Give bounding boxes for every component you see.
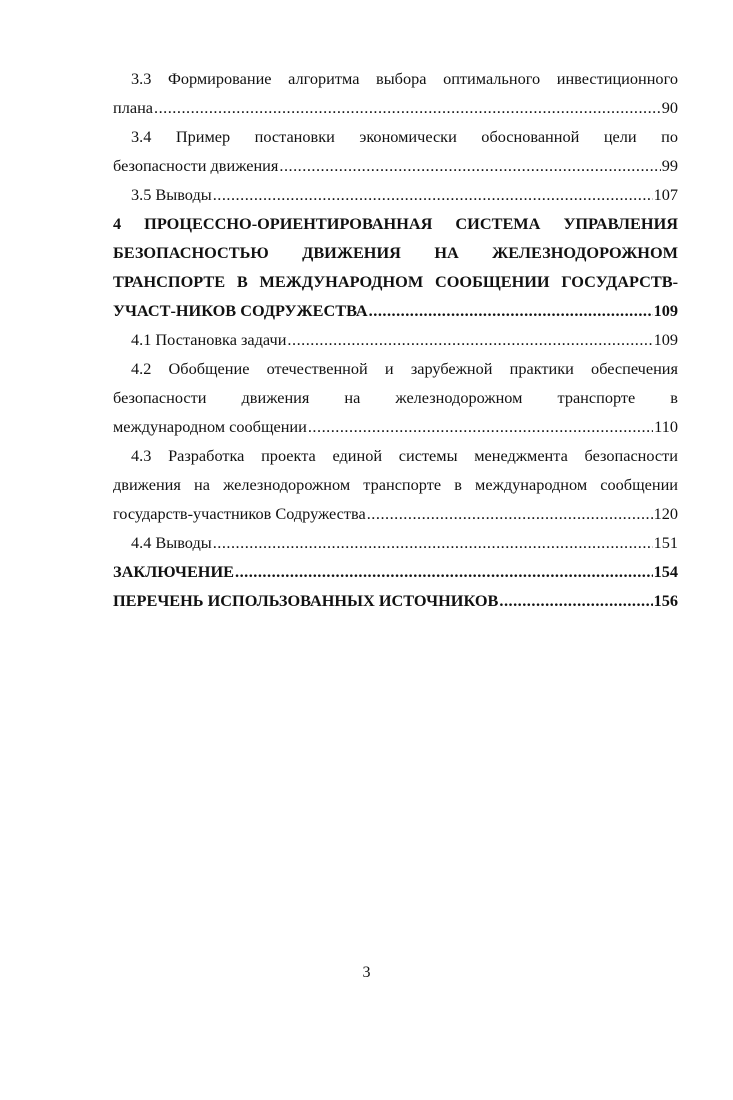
toc-entry-4-3-line3: государств-участников Содружества bbox=[113, 504, 366, 523]
toc-entry-4-2[interactable] bbox=[113, 354, 678, 441]
toc-entry-3-5-page: 107 bbox=[653, 185, 678, 204]
toc-entry-3-3-page: 90 bbox=[661, 98, 678, 117]
toc-entry-3-3-line2: плана bbox=[113, 98, 154, 117]
toc-entry-references[interactable] bbox=[113, 586, 678, 615]
toc-entry-3-5-text: 3.5 Выводы bbox=[131, 185, 212, 204]
toc-entry-4-4-page: 151 bbox=[653, 533, 678, 552]
toc-entry-4-3-line1: 4.3 Разработка проекта единой системы менеджмента безопасности bbox=[131, 446, 678, 465]
toc-entry-4-3-line2: движения на железнодорожном транспорте в международном сообщении bbox=[113, 475, 678, 494]
toc-chapter-4-leader bbox=[113, 296, 678, 325]
toc-references-leader bbox=[113, 586, 678, 615]
dot-leader bbox=[235, 557, 653, 586]
toc-entry-4-2-page: 110 bbox=[654, 417, 678, 436]
toc-chapter-4-line2: БЕЗОПАСНОСТЬЮ ДВИЖЕНИЯ НА ЖЕЛЕЗНОДОРОЖНОМ bbox=[113, 243, 678, 262]
toc-chapter-4-page: 109 bbox=[653, 301, 678, 320]
toc-entry-3-5[interactable] bbox=[113, 180, 678, 209]
toc-entry-4-2-line3: международном сообщении bbox=[113, 417, 307, 436]
toc-entry-4-3-leader bbox=[113, 499, 678, 528]
dot-leader bbox=[154, 93, 661, 122]
table-of-contents bbox=[113, 64, 678, 615]
toc-entry-4-2-leader bbox=[113, 412, 678, 441]
toc-entry-3-4[interactable] bbox=[113, 122, 678, 180]
page-number: 3 bbox=[362, 964, 371, 981]
toc-entry-conclusion[interactable] bbox=[113, 557, 678, 586]
dot-leader bbox=[287, 325, 652, 354]
toc-entry-4-1-leader bbox=[113, 325, 678, 354]
toc-entry-3-5-leader bbox=[113, 180, 678, 209]
toc-entry-3-4-line1: 3.4 Пример постановки экономически обоснованной цели по bbox=[131, 127, 678, 146]
toc-conclusion-text: ЗАКЛЮЧЕНИЕ bbox=[113, 562, 234, 581]
toc-entry-3-4-page: 99 bbox=[661, 156, 678, 175]
toc-entry-3-3-leader bbox=[113, 93, 678, 122]
toc-conclusion-page: 154 bbox=[653, 562, 678, 581]
dot-leader bbox=[213, 528, 653, 557]
toc-entry-4-1-text: 4.1 Постановка задачи bbox=[131, 330, 287, 349]
dot-leader bbox=[279, 151, 660, 180]
toc-references-page: 156 bbox=[653, 591, 678, 610]
dot-leader bbox=[499, 586, 652, 615]
toc-entry-chapter-4[interactable] bbox=[113, 209, 678, 325]
toc-entry-4-3[interactable] bbox=[113, 441, 678, 528]
toc-entry-3-3[interactable] bbox=[113, 64, 678, 122]
toc-entry-4-2-line2: безопасности движения на железнодорожном транспорте в bbox=[113, 388, 678, 407]
toc-entry-4-1-page: 109 bbox=[653, 330, 678, 349]
toc-entry-3-4-line2: безопасности движения bbox=[113, 156, 279, 175]
toc-chapter-4-line4: УЧАСТ-НИКОВ СОДРУЖЕСТВА bbox=[113, 301, 368, 320]
toc-conclusion-leader bbox=[113, 557, 678, 586]
dot-leader bbox=[367, 499, 653, 528]
toc-entry-4-4-text: 4.4 Выводы bbox=[131, 533, 212, 552]
toc-entry-4-2-line1: 4.2 Обобщение отечественной и зарубежной практики обеспечения bbox=[131, 359, 678, 378]
toc-entry-4-4-leader bbox=[113, 528, 678, 557]
toc-entry-4-4[interactable] bbox=[113, 528, 678, 557]
dot-leader bbox=[308, 412, 653, 441]
toc-entry-4-3-page: 120 bbox=[653, 504, 678, 523]
toc-chapter-4-line3: ТРАНСПОРТЕ В МЕЖДУНАРОДНОМ СООБЩЕНИИ ГОСУДАРСТВ- bbox=[113, 272, 678, 291]
toc-chapter-4-line1: 4 ПРОЦЕССНО-ОРИЕНТИРОВАННАЯ СИСТЕМА УПРАВЛЕНИЯ bbox=[113, 214, 678, 233]
toc-entry-3-3-line1: 3.3 Формирование алгоритма выбора оптимального инвестиционного bbox=[131, 69, 678, 88]
dot-leader bbox=[369, 296, 653, 325]
toc-entry-3-4-leader bbox=[113, 151, 678, 180]
toc-references-text: ПЕРЕЧЕНЬ ИСПОЛЬЗОВАННЫХ ИСТОЧНИКОВ bbox=[113, 591, 499, 610]
toc-entry-4-1[interactable] bbox=[113, 325, 678, 354]
dot-leader bbox=[213, 180, 653, 209]
